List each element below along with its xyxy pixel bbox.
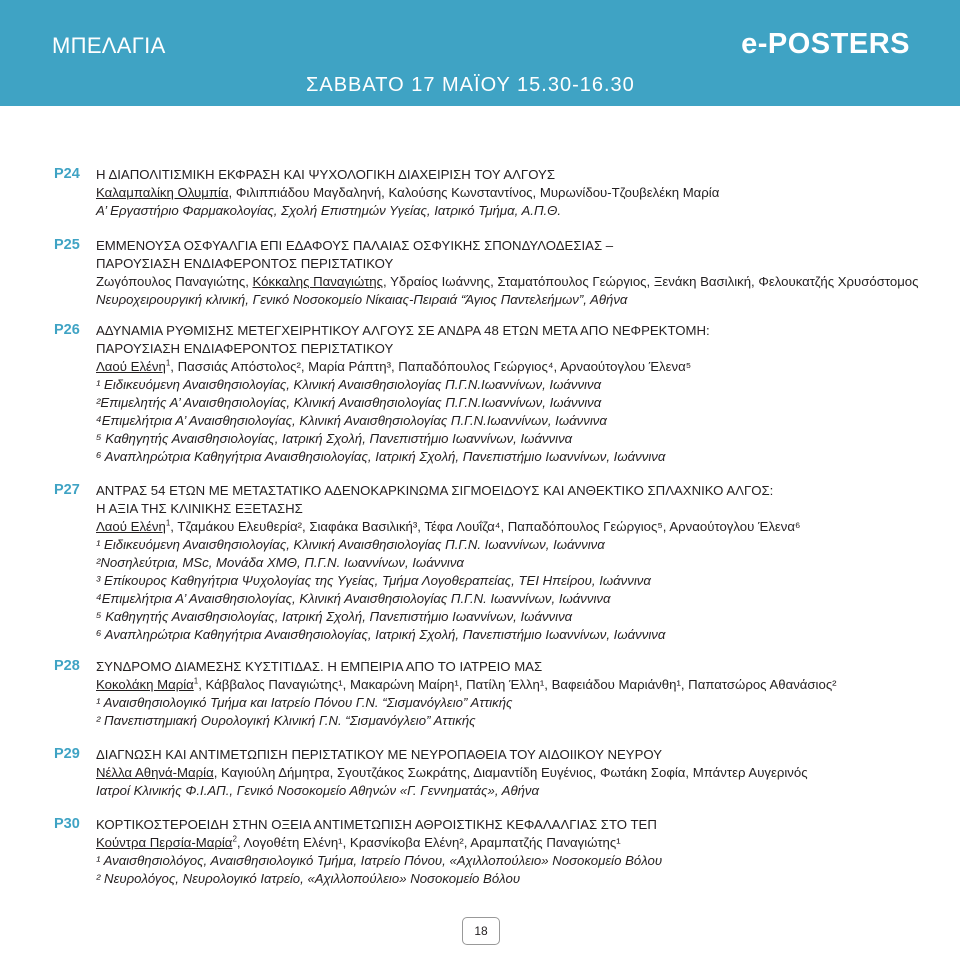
poster-code: P26 <box>54 322 80 338</box>
poster-title: Η ΔΙΑΠΟΛΙΤΙΣΜΙΚΗ ΕΚΦΡΑΣΗ ΚΑΙ ΨΥΧΟΛΟΓΙΚΗ ΔΙΑΧΕΙΡΙΣΗ ΤΟΥ ΑΛΓΟΥΣ <box>96 167 555 182</box>
poster-title: ΚΟΡΤΙΚΟΣΤΕΡΟΕΙΔΗ ΣΤΗΝ ΟΞΕΙΑ ΑΝΤΙΜΕΤΩΠΙΣΗ ΑΘΡΟΙΣΤΙΚΗΣ ΚΕΦΑΛΑΛΓΙΑΣ ΣΤΟ ΤΕΠ <box>96 817 657 832</box>
poster-title: ΕΜΜΕΝΟΥΣΑ ΟΣΦΥΑΛΓΙΑ ΕΠΙ ΕΔΑΦΟΥΣ ΠΑΛΑΙΑΣ ΟΣΦΥΙΚΗΣ ΣΠΟΝΔΥΛΟΔΕΣΙΑΣ – <box>96 238 614 253</box>
poster-code: P27 <box>54 482 80 498</box>
affiliation-line: ² Νευρολόγος, Νευρολογικό Ιατρείο, «Αχιλλοπούλειο» Νοσοκομείο Βόλου <box>96 871 521 886</box>
presenter-name: Νέλλα Αθηνά-Μαρία <box>96 765 214 780</box>
affiliation-line: Α’ Εργαστήριο Φαρμακολογίας, Σχολή Επιστημών Υγείας, Ιατρικό Τμήμα, Α.Π.Θ. <box>96 203 562 218</box>
affiliation-line: ¹ Αναισθησιολόγος, Αναισθησιολογικό Τμήμα, Ιατρείο Πόνου, «Αχιλλοπούλειο» Νοσοκομείο Βόλου <box>96 853 663 868</box>
hall-name: ΜΠΕΛΑΓΙΑ <box>52 33 166 58</box>
presenter-name: Λαού Ελένη <box>96 359 166 374</box>
poster-authors: Νέλλα Αθηνά-Μαρία, Καγιούλη Δήμητρα, Σγουτζάκος Σωκράτης, Διαμαντίδη Ευγένιος, Φωτάκη Σοφία, Μπάντερ Αυγερινός <box>96 765 808 780</box>
affiliation-line: ²Επιμελητής Α’ Αναισθησιολογίας, Κλινική Αναισθησιολογίας Π.Γ.Ν.Ιωαννίνων, Ιωάννινα <box>96 395 602 410</box>
poster-authors: Ζωγόπουλος Παναγιώτης, Κόκκαλης Παναγιώτης, Υδραίος Ιωάννης, Σταματόπουλος Γεώργιος, Ξενάκη Βασιλική, Φελουκατζής Χρυσόστομος <box>96 274 919 289</box>
page-header <box>0 0 960 106</box>
poster-title-cont: Η ΑΞΙΑ ΤΗΣ ΚΛΙΝΙΚΗΣ ΕΞΕΤΑΣΗΣ <box>96 501 303 516</box>
poster-authors: Καλαμπαλίκη Ολυμπία, Φιλιππιάδου Μαγδαληνή, Καλούσης Κωνσταντίνος, Μυρωνίδου-Τζουβελέκη Μαρία <box>96 185 720 200</box>
affiliation-line: ³ Επίκουρος Καθηγήτρια Ψυχολογίας της Υγείας, Τμήμα Λογοθεραπείας, ΤΕΙ Ηπείρου, Ιωάννινα <box>96 573 651 588</box>
affiliation-line: Νευροχειρουργική κλινική, Γενικό Νοσοκομείο Νίκαιας-Πειραιά “Άγιος Παντελεήμων”, Αθήνα <box>96 292 628 307</box>
poster-code: P28 <box>54 658 80 674</box>
affiliation-line: ² Πανεπιστημιακή Ουρολογική Κλινική Γ.Ν. “Σισμανόγλειο” Αττικής <box>96 713 476 728</box>
presenter-name: Κόκκαλης Παναγιώτης <box>252 274 383 289</box>
poster-title-cont: ΠΑΡΟΥΣΙΑΣΗ ΕΝΔΙΑΦΕΡΟΝΤΟΣ ΠΕΡΙΣΤΑΤΙΚΟΥ <box>96 341 394 356</box>
affiliation-line: ¹ Αναισθησιολογικό Τμήμα και Ιατρείο Πόνου Γ.Ν. “Σισμανόγλειο” Αττικής <box>96 695 513 710</box>
presenter-name: Κοκολάκη Μαρία <box>96 677 194 692</box>
poster-title-cont: ΠΑΡΟΥΣΙΑΣΗ ΕΝΔΙΑΦΕΡΟΝΤΟΣ ΠΕΡΙΣΤΑΤΙΚΟΥ <box>96 256 394 271</box>
affiliation-line: ¹ Ειδικευόμενη Αναισθησιολογίας, Κλινική Αναισθησιολογίας Π.Γ.Ν. Ιωαννίνων, Ιωάννινα <box>96 537 605 552</box>
presenter-name: Λαού Ελένη <box>96 519 166 534</box>
poster-code: P24 <box>54 166 80 182</box>
brand-title: e-POSTERS <box>741 28 910 60</box>
affiliation-line: ⁶ Αναπληρώτρια Καθηγήτρια Αναισθησιολογίας, Ιατρική Σχολή, Πανεπιστήμιο Ιωαννίνων, Ιωάννινα <box>96 449 666 464</box>
poster-code: P30 <box>54 816 80 832</box>
poster-authors: Λαού Ελένη$^1$, Τζαμάκου Ελευθερία², Σιαφάκα Βασιλική³, Τέφα Λουΐζα⁴, Παπαδόπουλος Γεώργιος⁵, Αρναούτογλου Έλενα⁶ <box>96 518 801 534</box>
affiliation-line: Ιατροί Κλινικής Φ.Ι.ΑΠ., Γενικό Νοσοκομείο Αθηνών «Γ. Γεννηματάς», Αθήνα <box>96 783 540 798</box>
page-number: 18 <box>462 917 500 945</box>
poster-authors: Κοκολάκη Μαρία$^1$, Κάββαλος Παναγιώτης¹, Μακαρώνη Μαίρη¹, Πατίλη Έλλη¹, Βαφειάδου Μαριάνθη¹, Παπατσώρος Αθανάσιος² <box>96 676 837 692</box>
affiliation-line: ¹ Ειδικευόμενη Αναισθησιολογίας, Κλινική Αναισθησιολογίας Π.Γ.Ν.Ιωαννίνων, Ιωάννινα <box>96 377 602 392</box>
poster-code: P25 <box>54 237 80 253</box>
affiliation-line: ⁶ Αναπληρώτρια Καθηγήτρια Αναισθησιολογίας, Ιατρική Σχολή, Πανεπιστήμιο Ιωαννίνων, Ιωάννινα <box>96 627 666 642</box>
poster-title: ΣΥΝΔΡΟΜΟ ΔΙΑΜΕΣΗΣ ΚΥΣΤΙΤΙΔΑΣ. Η ΕΜΠΕΙΡΙΑ ΑΠΟ ΤΟ ΙΑΤΡΕΙΟ ΜΑΣ <box>96 659 543 674</box>
poster-title: ΑΔΥΝΑΜΙΑ ΡΥΘΜΙΣΗΣ ΜΕΤΕΓΧΕΙΡΗΤΙΚΟΥ ΑΛΓΟΥΣ ΣΕ ΑΝΔΡΑ 48 ΕΤΩΝ ΜΕΤΑ ΑΠΟ ΝΕΦΡΕΚΤΟΜΗ: <box>96 323 710 338</box>
affiliation-line: ⁴Επιμελήτρια Α’ Αναισθησιολογίας, Κλινική Αναισθησιολογίας Π.Γ.Ν.Ιωαννίνων, Ιωάννινα <box>96 413 607 428</box>
presenter-name: Καλαμπαλίκη Ολυμπία <box>96 185 229 200</box>
presenter-name: Κούντρα Περσία-Μαρία <box>96 835 233 850</box>
affiliation-line: ⁵ Καθηγητής Αναισθησιολογίας, Ιατρική Σχολή, Πανεπιστήμιο Ιωαννίνων, Ιωάννινα <box>96 431 573 446</box>
poster-code: P29 <box>54 746 80 762</box>
affiliation-line: ²Νοσηλεύτρια, MSc, Μονάδα ΧΜΘ, Π.Γ.Ν. Ιωαννίνων, Ιωάννινα <box>96 555 464 570</box>
poster-authors: Κούντρα Περσία-Μαρία$^2$, Λογοθέτη Ελένη¹, Κρασνίκοβα Ελένη², Αραμπατζής Παναγιώτης¹ <box>96 834 621 850</box>
affiliation-line: ⁵ Καθηγητής Αναισθησιολογίας, Ιατρική Σχολή, Πανεπιστήμιο Ιωαννίνων, Ιωάννινα <box>96 609 573 624</box>
poster-title: ΔΙΑΓΝΩΣΗ ΚΑΙ ΑΝΤΙΜΕΤΩΠΙΣΗ ΠΕΡΙΣΤΑΤΙΚΟΥ ΜΕ ΝΕΥΡΟΠΑΘΕΙΑ ΤΟΥ ΑΙΔΟΙΙΚΟΥ ΝΕΥΡΟΥ <box>96 747 663 762</box>
session-time: ΣΑΒΒΑΤΟ 17 ΜΑΪΟΥ 15.30-16.30 <box>306 74 635 96</box>
affiliation-line: ⁴Επιμελήτρια Α’ Αναισθησιολογίας, Κλινική Αναισθησιολογίας Π.Γ.Ν. Ιωαννίνων, Ιωάννινα <box>96 591 611 606</box>
poster-authors: Λαού Ελένη$^1$, Πασσιάς Απόστολος², Μαρία Ράπτη³, Παπαδόπουλος Γεώργιος⁴, Αρναούτογλου Έλενα⁵ <box>96 358 692 374</box>
poster-title: ΑΝΤΡΑΣ 54 ΕΤΩΝ ΜΕ ΜΕΤΑΣΤΑΤΙΚΟ ΑΔΕΝΟΚΑΡΚΙΝΩΜΑ ΣΙΓΜΟΕΙΔΟΥΣ ΚΑΙ ΑΝΘΕΚΤΙΚΟ ΣΠΛΑΧΝΙΚΟ ΑΛΓΟΣ: <box>96 483 774 498</box>
